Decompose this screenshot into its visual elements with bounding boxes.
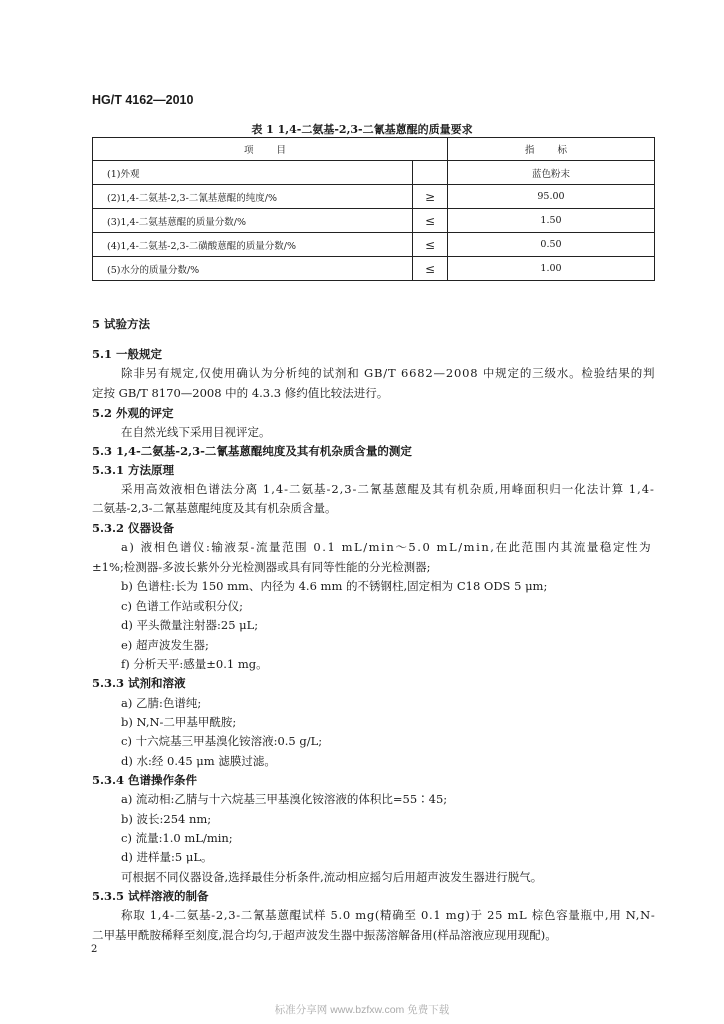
body-line: d) 平头微量注射器:25 μL; <box>121 618 259 632</box>
body-line: c) 十六烷基三甲基溴化铵溶液:0.5 g/L; <box>121 734 323 748</box>
section-heading: 5.3.5 试样溶液的制备 <box>92 889 209 903</box>
body-line: 定按 GB/T 8170—2008 中的 4.3.3 修约值比较法进行。 <box>92 386 389 400</box>
body-line: a) 液相色谱仪:输液泵-流量范围 0.1 mL/min～5.0 mL/min,在此范围内其流量稳定性为 <box>121 540 653 554</box>
table-row <box>93 257 655 281</box>
row-value: 0.50 <box>448 233 655 257</box>
row-symbol: ≤ <box>413 209 448 233</box>
section-heading: 5.1 一般规定 <box>92 347 163 361</box>
page-number: 2 <box>91 944 98 955</box>
row-item: (4)1,4-二氨基-2,3-二磺酸蒽醌的质量分数/% <box>93 233 413 257</box>
section-heading: 5.3 1,4-二氨基-2,3-二氰基蒽醌纯度及其有机杂质含量的测定 <box>92 444 412 458</box>
row-symbol: ≤ <box>413 233 448 257</box>
section-heading: 5.3.1 方法原理 <box>92 463 175 477</box>
body-line: c) 色谱工作站或积分仪; <box>121 599 243 613</box>
row-symbol: ≤ <box>413 257 448 281</box>
body-line: ±1%;检测器-多波长紫外分光检测器或具有同等性能的分光检测器; <box>92 560 431 574</box>
body-line: 采用高效液相色谱法分离 1,4-二氨基-2,3-二氰基蒽醌及其有机杂质,用峰面积归一化法计算 1,4- <box>121 482 655 496</box>
body-line: 称取 1,4-二氨基-2,3-二氰基蒽醌试样 5.0 mg(精确至 0.1 mg)于 25 mL 棕色容量瓶中,用 N,N- <box>121 908 656 922</box>
body-line: a) 流动相:乙腈与十六烷基三甲基溴化铵溶液的体积比=55∶45; <box>121 792 448 806</box>
row-value: 95.00 <box>448 185 655 209</box>
header-item: 项 目 <box>93 138 448 161</box>
row-value: 1.00 <box>448 257 655 281</box>
body-line: d) 水:经 0.45 μm 滤膜过滤。 <box>121 754 276 768</box>
row-symbol <box>413 161 448 185</box>
body-line: b) 波长:254 nm; <box>121 812 212 826</box>
row-item: (5)水分的质量分数/% <box>93 257 413 281</box>
table-caption: 表 1 1,4-二氨基-2,3-二氰基蒽醌的质量要求 <box>251 123 473 136</box>
body-line: e) 超声波发生器; <box>121 638 209 652</box>
body-line: 二氨基-2,3-二氰基蒽醌纯度及其有机杂质含量。 <box>92 501 337 515</box>
section-heading: 5.3.3 试剂和溶液 <box>92 676 186 690</box>
row-item: (3)1,4-二氨基蒽醌的质量分数/% <box>93 209 413 233</box>
row-value: 1.50 <box>448 209 655 233</box>
table-row <box>93 233 655 257</box>
section-heading: 5.3.2 仪器设备 <box>92 521 175 535</box>
section-heading: 5.2 外观的评定 <box>92 406 174 420</box>
row-item: (2)1,4-二氨基-2,3-二氰基蒽醌的纯度/% <box>93 185 413 209</box>
row-item: (1)外观 <box>93 161 413 185</box>
body-line: 在自然光线下采用目视评定。 <box>121 425 271 439</box>
section-heading: 5.3.4 色谱操作条件 <box>92 773 198 787</box>
body-line: d) 进样量:5 μL。 <box>121 850 213 864</box>
header-value: 指 标 <box>448 138 655 161</box>
row-symbol: ≥ <box>413 185 448 209</box>
footer-watermark: 标准分享网 www.bzfxw.com 免费下载 <box>274 1004 450 1016</box>
body-line: 二甲基甲酰胺稀释至刻度,混合均匀,于超声波发生器中振荡溶解备用(样品溶液应现用现配)。 <box>92 928 557 942</box>
body-line: a) 乙腈:色谱纯; <box>121 696 202 710</box>
body-line: 除非另有规定,仅使用确认为分析纯的试剂和 GB/T 6682—2008 中规定的三级水。检验结果的判 <box>121 366 656 380</box>
document-header: HG/T 4162—2010 <box>92 93 194 107</box>
table-row <box>93 161 655 185</box>
body-line: f) 分析天平:感量±0.1 mg。 <box>121 657 268 671</box>
quality-requirements-table <box>92 137 655 281</box>
table-row <box>93 209 655 233</box>
table-row <box>93 185 655 209</box>
table-header-row <box>93 138 655 161</box>
body-line: 可根据不同仪器设备,选择最佳分析条件,流动相应摇匀后用超声波发生器进行脱气。 <box>121 870 543 884</box>
body-line: c) 流量:1.0 mL/min; <box>121 831 233 845</box>
body-line: b) N,N-二甲基甲酰胺; <box>121 715 237 729</box>
row-value: 蓝色粉末 <box>448 161 655 185</box>
section-heading: 5 试验方法 <box>92 317 151 331</box>
body-line: b) 色谱柱:长为 150 mm、内径为 4.6 mm 的不锈钢柱,固定相为 C18 ODS 5 μm; <box>121 579 548 593</box>
